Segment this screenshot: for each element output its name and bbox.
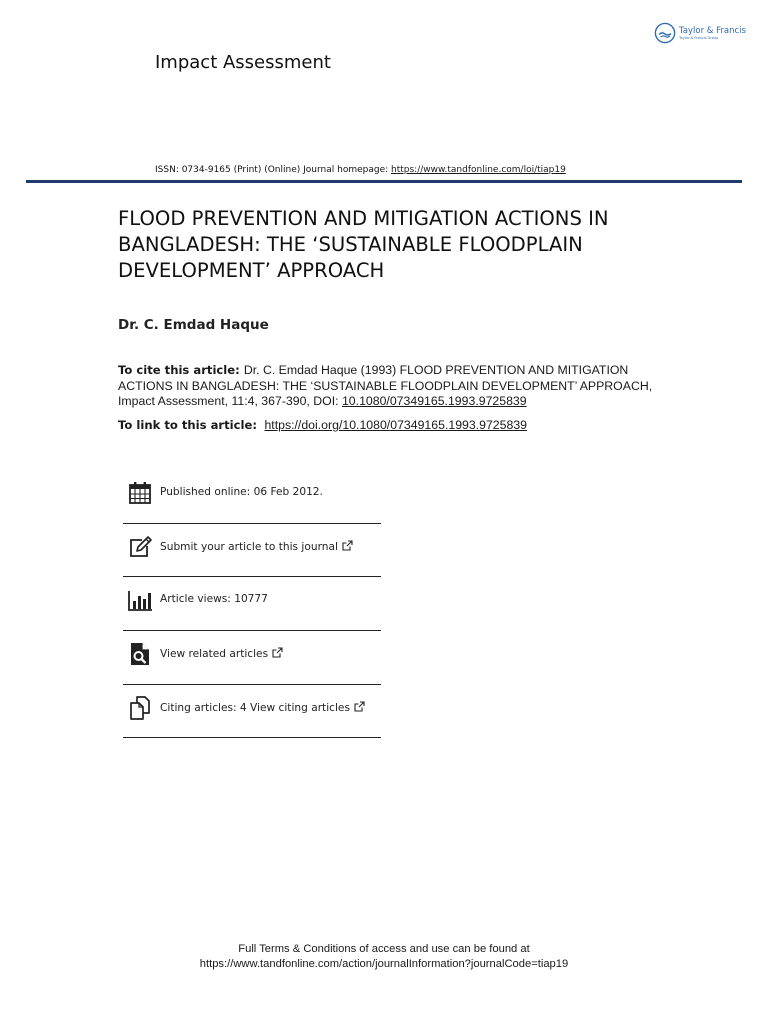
- external-link-icon: [342, 540, 353, 551]
- edit-icon: [127, 534, 153, 560]
- citing-articles-row[interactable]: [123, 685, 381, 739]
- article-title: FLOOD PREVENTION AND MITIGATION ACTIONS IN BANGLADESH: THE ‘SUSTAINABLE FLOODPLAIN DEVELOPMENT’ APPROACH: [118, 207, 609, 282]
- article-views-row: [123, 577, 381, 631]
- search-document-icon: [127, 641, 153, 667]
- citation-text: Dr. C. Emdad Haque (1993) FLOOD PREVENTION AND MITIGATION ACTIONS IN BANGLADESH: THE ‘SUSTAINABLE FLOODPLAIN DEVELOPMENT’ APPROACH, Impact Assessment, 11:4, 367-390, DOI:: [118, 363, 653, 408]
- published-online-row: [123, 470, 381, 524]
- article-doi-url-link[interactable]: https://doi.org/10.1080/07349165.1993.9725839: [264, 418, 528, 432]
- related-articles-row[interactable]: [123, 631, 381, 685]
- article-link-label: To link to this article:: [118, 418, 262, 432]
- citing-articles-link[interactable]: [160, 701, 365, 714]
- journal-homepage-link[interactable]: https://www.tandfonline.com/loi/tiap19: [391, 165, 566, 175]
- terms-text: Full Terms & Conditions of access and use can be found at: [238, 943, 530, 955]
- header-rule: [26, 180, 742, 183]
- terms-url[interactable]: https://www.tandfonline.com/action/journalInformation?journalCode=tiap19: [199, 958, 569, 970]
- external-link-icon: [272, 647, 283, 658]
- related-articles-text: View related articles: [160, 648, 269, 661]
- terms-footer: [0, 942, 768, 972]
- citing-articles-icon: [127, 695, 153, 721]
- taylor-francis-logo-icon: [654, 22, 676, 44]
- citing-articles-text: Citing articles: 4 View citing articles: [160, 701, 350, 714]
- publisher-logo: [654, 22, 746, 44]
- issn-line: [155, 165, 566, 175]
- citation-label: To cite this article:: [118, 363, 244, 377]
- external-link-icon: [354, 701, 365, 712]
- submit-article-text: Submit your article to this journal: [160, 540, 338, 553]
- issn-text: ISSN: 0734-9165 (Print) (Online) Journal homepage:: [155, 165, 391, 175]
- submit-article-row[interactable]: [123, 524, 381, 578]
- bar-chart-icon: [127, 587, 153, 613]
- publisher-wordmark: [679, 26, 746, 41]
- journal-title: Impact Assessment: [155, 52, 331, 73]
- article-views-text: Article views: 10777: [160, 593, 268, 606]
- publisher-group: Taylor & Francis Group: [679, 35, 719, 40]
- published-online-text: Published online: 06 Feb 2012.: [160, 486, 323, 498]
- citation-block: [118, 363, 658, 410]
- citation-doi-link[interactable]: 10.1080/07349165.1993.9725839: [341, 394, 527, 408]
- submit-article-link[interactable]: [160, 540, 353, 553]
- article-author: Dr. C. Emdad Haque: [118, 317, 269, 333]
- article-link-line: [118, 418, 527, 432]
- related-articles-link[interactable]: [160, 647, 283, 660]
- publisher-name: Taylor & Francis: [679, 25, 746, 36]
- calendar-icon: [127, 480, 153, 506]
- article-metrics-list: [123, 470, 381, 738]
